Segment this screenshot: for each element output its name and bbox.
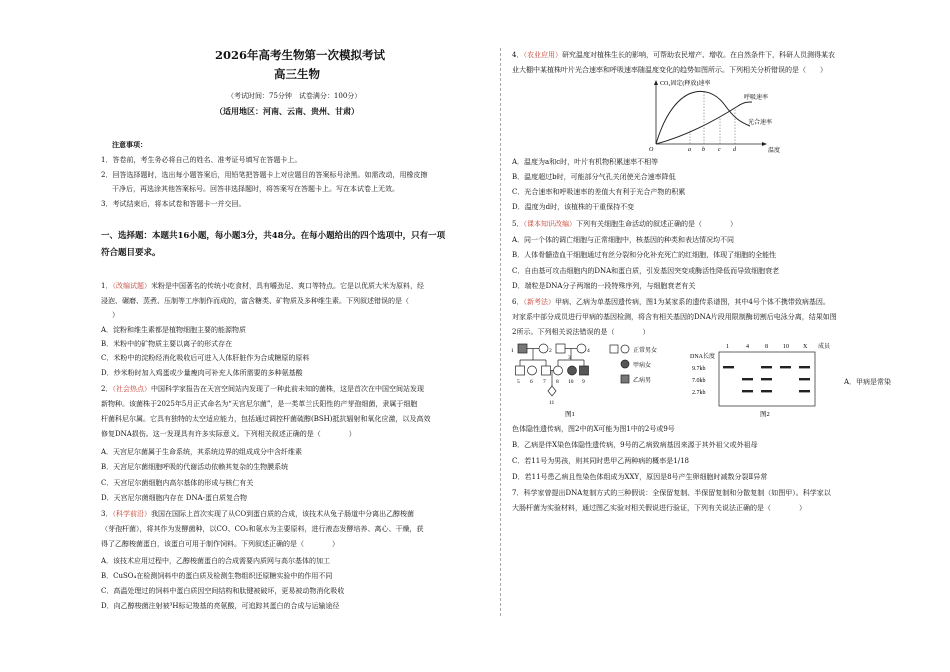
- legend-label: 甲病女: [633, 363, 652, 369]
- q2-stem-line: 修复DNA损伤。这一发现具有许多实际意义。下列相关叙述正确的是（ ）: [101, 430, 356, 438]
- graph-x-label: 温度: [768, 148, 781, 153]
- notice-item: 3．考试结束后，将本试卷和答题卡一并交回。: [101, 200, 246, 208]
- q2-stem-line: 杆菌科尼尔属。它具有独特的太空适应能力，包括通过调控杆菌硫醇(BSH)抵抗辐射和氧化应激，以及高效: [101, 415, 431, 423]
- band: [761, 390, 772, 392]
- graph-y-arrow: [654, 80, 658, 85]
- q6-option-b: B．乙病是伴X染色体隐性遗传病，9号的乙病致病基因来源于其外祖父或外祖母: [512, 441, 758, 449]
- q3-stem-line: （芽孢杆菌），将其作为发酵菌种，以CO、CO₂和氨水为主要原料，进行液态发酵培养、离心、干燥，获: [101, 525, 424, 533]
- band: [799, 390, 810, 392]
- q1-option-a: A．淀粉和维生素都是植物细胞主要的能源物质: [101, 326, 247, 334]
- q5-option-c: C．自由基可攻击细胞内的DNA和蛋白质，引发基因突变或酶活性降低而导致细胞衰老: [512, 267, 780, 275]
- legend-disease-a-female: [621, 360, 629, 368]
- legend-label: 乙病男: [633, 378, 652, 384]
- exam-region: （适用地区：河南、云南、贵州、甘肃）: [215, 106, 359, 116]
- graph-tick-d: d: [733, 147, 736, 153]
- individual-6: [528, 366, 537, 375]
- band: [799, 366, 810, 368]
- q5-stem: 5．（课本知识改编）下列有关细胞生命活动的叙述正确的是（ ）: [512, 220, 737, 228]
- notice-item: 1．答卷前，考生务必将自己的姓名、准考证号填写在答题卡上。: [101, 156, 302, 164]
- q7-stem-line: 大肠杆菌为实验材料，通过图乙实验对相关假说进行验证，下列有关说法正确的是（ ）: [512, 504, 806, 512]
- q6-stem-line: 2所示。下列相关说法错误的是（ ）: [512, 328, 650, 336]
- q3-option-b: B．CuSO₄在检测饲料中的蛋白质及检测生物组织还原糖实验中的作用不同: [101, 572, 333, 580]
- band: [799, 378, 810, 380]
- q4-stem-line: 业大棚中某植株叶片光合速率和呼吸速率随温度变化的趋势如图所示。下列相关分析错误的是（ ）: [512, 66, 827, 74]
- q1-stem-line: 浸泡、碾磨、蒸煮、压制等工序制作而成的，富含糖类、矿物质及多种维生素。下列叙述错误的是（: [101, 297, 409, 305]
- pedigree-figure: [510, 340, 682, 420]
- q4-option-c: C．光合速率和呼吸速率的差值大有利于光合产物的积累: [512, 188, 686, 196]
- svg-text:4: 4: [587, 348, 590, 354]
- q4-tag: （农业应用）: [523, 51, 562, 59]
- legend-label: 正常男女: [633, 348, 658, 354]
- q6-tag: （新考法）: [523, 298, 555, 306]
- q3-option-c: C．高温处理过的饲料中蛋白质因空间结构和肽键被破坏，更易被动物消化吸收: [101, 587, 345, 595]
- notice-item: 2．回答选择题时，选出每小题答案后，用铅笔把答题卡上对应题目的答案标号涂黑。如需改动，用橡皮擦: [101, 171, 428, 179]
- q3-stem: 3．（科学前沿）我国在国际上首次实现了从CO到蛋白质的合成，该技术从兔子肠道中分离出乙醇梭菌: [101, 510, 415, 518]
- q4-stem: 4．（农业应用）研究温度对植株生长的影响，可帮助农民增产、增收。在自然条件下，科研人员测得某农: [512, 51, 835, 59]
- q1-option-c: C．米粉中的淀粉经消化吸收后可进入人体肝脏作为合成糖原的原料: [101, 354, 310, 362]
- fig2-member-label: 成员: [818, 344, 831, 350]
- graph-x-arrow: [762, 142, 767, 146]
- q3-tag: （科学前沿）: [112, 510, 151, 518]
- svg-text:X: X: [803, 344, 808, 350]
- column-divider: [500, 48, 501, 616]
- band: [723, 366, 734, 368]
- section-heading: 一、选择题：本题共16小题，每小题3分，共48分。在每小题给出的四个选项中，只有一项: [101, 231, 446, 241]
- individual-7: [542, 366, 551, 375]
- graph-origin: O: [649, 147, 654, 153]
- q3-stem-line: 得了乙醇梭菌蛋白，该蛋白可用于制作饲料。下列叙述正确的是（ ）: [101, 540, 339, 548]
- q2-tag: （社会热点）: [112, 385, 151, 393]
- svg-text:8: 8: [556, 379, 559, 385]
- q4-option-b: B．温度超过b时，可能部分气孔关闭使光合速率降低: [512, 173, 676, 181]
- q1-option-b: B．米粉中的矿物质主要以离子的形式存在: [101, 340, 233, 348]
- band: [761, 366, 772, 368]
- q2-option-b: B．天宫尼尔菌细胞呼吸的代谢活动依赖其复杂的生物膜系统: [101, 463, 289, 471]
- fig2-caption: 图2: [760, 411, 770, 418]
- notice-item: 干净后，再选涂其他答案标号。回答非选择题时，将答案写在答题卡上。写在本试卷上无效。: [112, 185, 399, 193]
- svg-text:2: 2: [549, 348, 552, 354]
- section-heading-cont: 符合题目要求。: [101, 248, 161, 258]
- notice-heading: 注意事项：: [112, 140, 147, 149]
- exam-info: （考试时间：75分钟 试卷满分：100分）: [227, 92, 362, 100]
- svg-text:9.7kb: 9.7kb: [692, 366, 706, 372]
- q2-option-c: C．天宫尼尔菌细胞内高尔基体的形成与核仁有关: [101, 479, 254, 487]
- individual-10: [568, 366, 577, 375]
- svg-text:4: 4: [746, 344, 749, 350]
- q5-option-a: A．同一个体的调亡细胞与正常细胞中，核基因的种类和表达情况均不同: [512, 236, 735, 244]
- exam-title: 2026年高考生物第一次模拟考试: [215, 48, 386, 62]
- q6-option-a-cont: 色体隐性遗传病，图2中的X可能为图1中的2号或9号: [512, 425, 675, 433]
- q3-option-d: D．向乙醇梭菌注射被³H标记羧基的亮氨酸，可追踪其蛋白的合成与运输途径: [101, 602, 340, 610]
- svg-text:10: 10: [568, 379, 574, 385]
- q2-option-a: A．天宫尼尔菌属于生命系统，其系统边界的组成成分中含纤维素: [101, 448, 303, 456]
- q2-stem: 2．（社会热点）中国科学家报告在天宫空间站内发现了一种此前未知的菌株，这是首次在中国空间站发现: [101, 385, 424, 393]
- svg-text:7: 7: [543, 379, 546, 385]
- graph-tick-c: c: [718, 147, 721, 153]
- q2-stem-line: 新物种。该菌株于2025年5月正式命名为“天宫尼尔菌”，是一类革兰氏阳性的产芽孢细菌，隶属于细胞: [101, 400, 418, 408]
- individual-5: [516, 366, 525, 375]
- individual-8: [554, 366, 563, 375]
- graph-photo-label: 光合速率: [748, 120, 773, 126]
- svg-text:10: 10: [783, 344, 789, 350]
- q7-stem: 7．科学家曾提出DNA复制方式的三种假说：全保留复制、半保留复制和分散复制（如图甲）。科学家以: [512, 489, 831, 497]
- q6-stem-line: 对家系中部分成员进行甲病的基因检测，将含有相关基因的DNA片段用限制酶切割后电泳分离，结果如图: [512, 313, 837, 321]
- q6-stem: 6．（新考法）甲病、乙病为单基因遗传病，图1为某家系的遗传系谱图，其中4号个体不携带致病基因。: [512, 298, 830, 306]
- band: [780, 366, 791, 368]
- photosynthesis-graph: [646, 78, 796, 153]
- legend-normal-female: [621, 345, 629, 353]
- svg-text:11: 11: [549, 400, 555, 406]
- q1-option-d: D．炒米粉时加入鸡蛋或少量瘦肉可补充人体所需要的多种氨基酸: [101, 369, 303, 377]
- band: [742, 390, 753, 392]
- fig1-caption: 图1: [565, 411, 575, 418]
- band: [742, 378, 753, 380]
- individual-4: [577, 344, 586, 353]
- individual-9: [580, 366, 589, 375]
- graph-tick-a: a: [688, 147, 691, 153]
- photosynthesis-curve: [656, 91, 750, 144]
- svg-text:9: 9: [582, 379, 585, 385]
- q4-option-a: A．温度为a和c时，叶片有机物积累速率不相等: [512, 158, 659, 166]
- svg-text:5: 5: [517, 379, 520, 385]
- svg-text:3: 3: [568, 355, 571, 361]
- exam-subtitle: 高三生物: [274, 67, 320, 81]
- q1-stem: 1．（改编试题）米粉是中国著名的传统小吃食材，具有嚼劲足、爽口等特点。它是以优质大米为原料，经: [101, 282, 424, 290]
- q5-option-d: D．端粒是DNA分子两端的一段特殊序列，与细胞衰老有关: [512, 282, 696, 290]
- svg-text:1: 1: [726, 344, 729, 350]
- svg-text:8: 8: [765, 344, 768, 350]
- graph-y-label: CO₂固定(释放)速率: [660, 81, 711, 87]
- graph-resp-label: 呼吸速率: [744, 95, 769, 101]
- q6-option-d: D．若11号患乙病且性染色体组成为XXY，原因是8号产生卵细胞时减数分裂Ⅱ异常: [512, 473, 768, 481]
- individual-1: [518, 344, 527, 353]
- svg-text:1: 1: [511, 348, 514, 354]
- legend-disease-b-male: [621, 375, 629, 383]
- q6-option-c: C．若11号为男孩，则其同时患甲乙两种病的概率是1/18: [512, 457, 689, 465]
- svg-text:2.7kb: 2.7kb: [692, 390, 706, 396]
- q4-option-d: D．温度为d时，该植株的干重保持不变: [512, 203, 635, 211]
- q1-stem-line: ）: [112, 311, 119, 319]
- svg-text:6: 6: [530, 379, 533, 385]
- individual-11: [548, 386, 556, 396]
- q6-option-a: A．甲病是常染: [844, 378, 892, 386]
- fig2-title: DNA长度: [690, 354, 715, 360]
- svg-text:7.0kb: 7.0kb: [692, 378, 706, 384]
- electrophoresis-figure: [684, 340, 848, 420]
- individual-2: [539, 344, 548, 353]
- band: [761, 378, 772, 380]
- q2-option-d: D．天宫尼尔菌细胞内存在 DNA-蛋白质复合物: [101, 494, 247, 502]
- q5-tag: （课本知识改编）: [523, 220, 576, 228]
- q3-option-a: A．该技术应用过程中，乙醇梭菌蛋白的合成需要内质网与高尔基体的加工: [101, 557, 331, 565]
- q1-tag: （改编试题）: [112, 282, 151, 290]
- legend-normal-male: [610, 345, 618, 353]
- individual-3: [556, 344, 565, 353]
- q5-option-b: B．人体骨髓造血干细胞通过有丝分裂和分化补充死亡的红细胞，体现了细胞的全能性: [512, 251, 777, 259]
- graph-tick-b: b: [702, 147, 705, 153]
